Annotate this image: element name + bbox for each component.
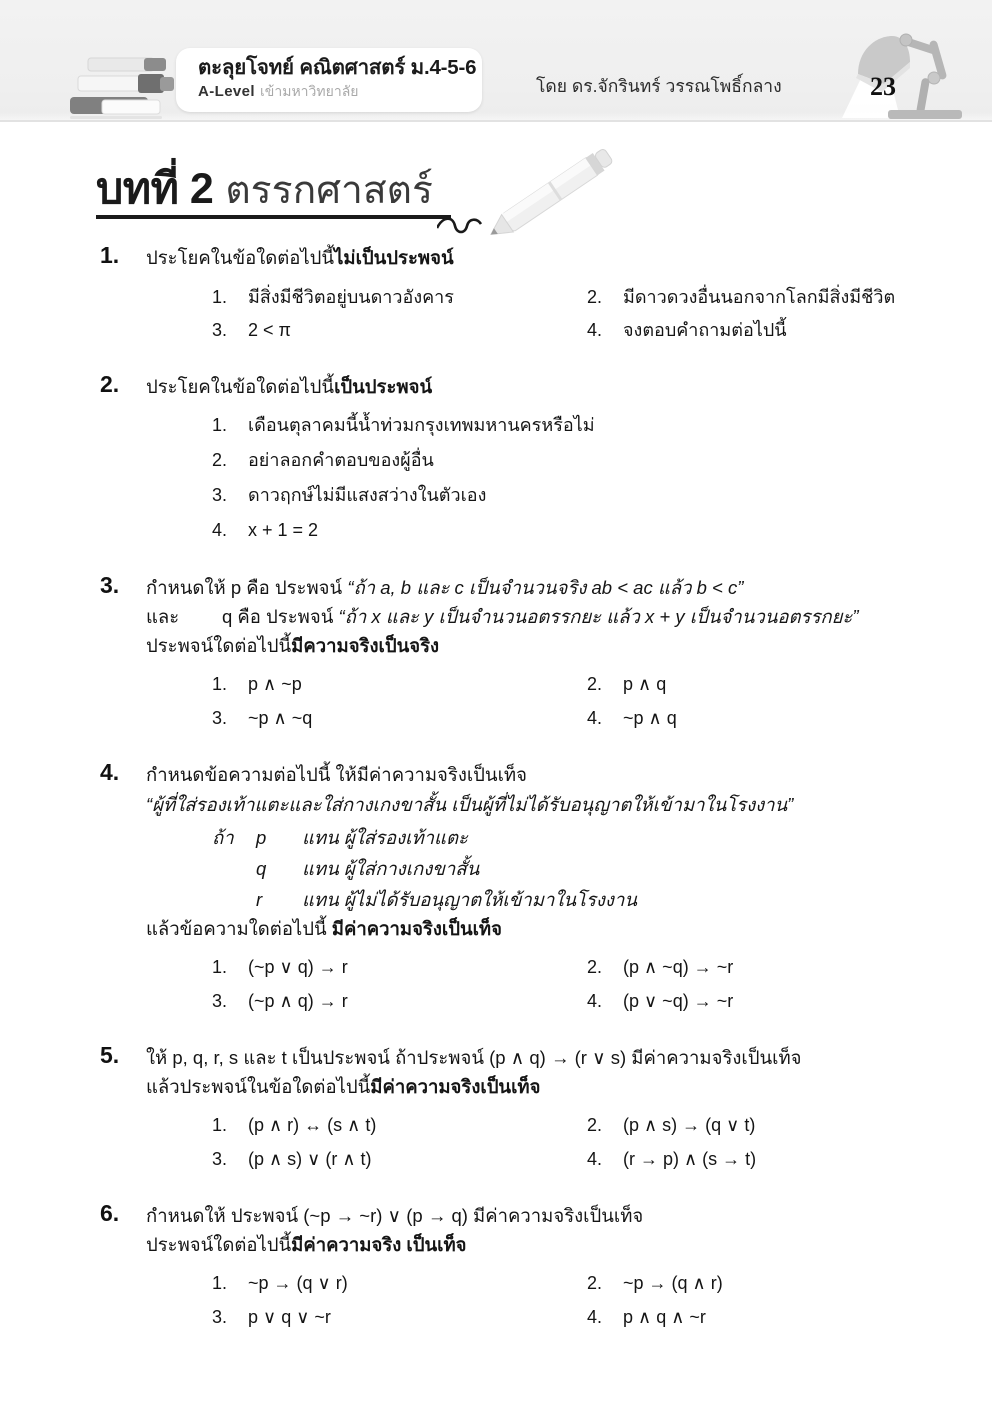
question-number: 6. [100,1200,120,1226]
option-row [212,1109,992,1142]
stem-plain: ประพจน์ใดต่อไปนี้ [146,1233,292,1255]
header-divider [0,120,992,122]
question-6 [0,1202,992,1334]
option-row [212,702,992,735]
book-title: ตะลุยโจทย์ คณิตศาสตร์ ม.4-5-6 [198,56,477,79]
question-2 [0,373,992,548]
option-3[interactable] [212,478,992,513]
stem-emphasis: มีค่าความจริงเป็นเท็จ [331,917,502,939]
chapter-underline [96,215,451,219]
option-text: (p ∨ ~q) → ~r [623,990,734,1011]
option-2[interactable] [587,668,666,701]
definition-prefix: ถ้า [212,826,234,848]
question-number: 4. [100,758,120,785]
option-text: ~p ∧ ~q [248,707,313,728]
option-row [212,668,992,701]
definition-row-r [212,884,992,915]
stem-plain: ประโยคในข้อใดต่อไปนี้ [146,376,335,398]
question-number: 5. [100,1042,120,1069]
question-1 [0,244,992,347]
stem-plain: q คือ ประพจน์ [222,605,339,627]
stem-plain: แล้วข้อความใดต่อไปนี้ [146,917,332,939]
option-row [212,1301,992,1334]
option-1[interactable] [212,281,587,314]
option-index: 4. [212,520,228,541]
option-index: 2. [587,674,603,695]
stem-plain: กำหนดให้ p คือ ประพจน์ [146,577,348,599]
definition-meaning: ผู้ไม่ได้รับอนุญาตให้เข้ามาในโรงงาน [343,888,637,910]
definition-verb: แทน [302,857,339,879]
stem-emphasis: เป็นประพจน์ [334,376,433,398]
book-subtitle [198,82,482,101]
stem-connector: และ [146,605,180,627]
question-stem [146,244,992,273]
options-grid [146,668,992,735]
option-3[interactable] [212,985,587,1018]
option-index: 2. [587,1273,603,1294]
option-index: 4. [587,707,603,728]
option-1[interactable] [212,951,587,984]
option-text: ดาวฤกษ์ไม่มีแสงสว่างในตัวเอง [248,485,487,506]
option-2[interactable] [587,1109,755,1142]
option-index: 3. [212,1306,228,1327]
option-index: 1. [212,674,228,695]
chapter-title [96,154,433,222]
option-index: 4. [587,319,603,340]
definition-meaning: ผู้ใส่รองเท้าแตะ [343,826,468,848]
option-index: 2. [212,450,228,471]
author-credit: โดย ดร.จักรินทร์ วรรณโพธิ์กลาง [536,76,782,96]
option-index: 1. [212,414,228,435]
option-4[interactable] [587,1301,706,1334]
option-text: ~p → (q ∨ r) [248,1273,348,1294]
option-3[interactable] [212,702,587,735]
option-4[interactable] [587,314,787,347]
option-index: 2. [587,1115,603,1136]
question-stem-line-3 [146,632,992,661]
definition-verb: แทน [302,888,339,910]
book-subtitle-level: A-Level [198,82,255,100]
option-text: จงตอบคำถามต่อไปนี้ [623,319,787,340]
option-3[interactable] [212,314,587,347]
question-number: 1. [100,242,120,268]
option-3[interactable] [212,1143,587,1176]
option-index: 4. [587,1306,603,1327]
option-index: 1. [212,957,228,978]
definition-meaning: ผู้ใส่กางเกงขาสั้น [343,857,480,879]
options-grid [146,951,992,1018]
option-4[interactable] [587,1143,756,1176]
option-index: 3. [212,1148,228,1169]
option-text: (p ∧ s) ∨ (r ∧ t) [248,1148,372,1169]
option-index: 1. [212,1115,228,1136]
questions-list [0,244,992,1334]
question-quoted-statement: “ผู้ที่ใส่รองเท้าแตะและใส่กางเกงขาสั้น เป็นผู้ที่ไม่ได้รับอนุญาตให้เข้ามาในโรงงาน” [146,793,794,815]
option-row [212,314,992,347]
question-number: 3. [100,572,120,599]
option-2[interactable] [587,951,733,984]
option-index: 3. [212,485,228,506]
option-text: อย่าลอกคำตอบของผู้อื่น [248,450,434,471]
option-text: เดือนตุลาคมนี้น้ำท่วมกรุงเทพมหานครหรือไม่ [248,414,595,435]
definitions-list [146,822,992,915]
definition-symbol: p [256,826,267,848]
options-list [146,408,992,548]
option-3[interactable] [212,1301,587,1334]
option-1[interactable] [212,1267,587,1300]
option-1[interactable] [212,1109,587,1142]
stem-emphasis: ไม่เป็นประพจน์ [334,247,454,268]
question-stem-line-3 [146,915,992,944]
option-text: ~p ∧ q [623,707,677,728]
stem-plain: ประพจน์ใดต่อไปนี้ [146,634,292,656]
book-subtitle-note: เข้ามหาวิทยาลัย [260,82,359,99]
option-text: p ∧ q ∧ ~r [623,1306,706,1327]
question-stem-line-1 [146,574,992,603]
stem-emphasis: มีค่าความจริงเป็นเท็จ [370,1075,541,1097]
options-grid [146,1109,992,1176]
book-title-pill [176,48,482,112]
option-text: (p ∧ s) → (q ∨ t) [623,1115,756,1136]
option-2[interactable] [587,281,895,314]
option-row [212,951,992,984]
question-stem-line-1: กำหนดให้ ประพจน์ (~p → ~r) ∨ (p → q) มีค่าความจริงเป็นเท็จ [146,1205,644,1226]
chapter-heading [0,144,992,244]
question-stem-line-2 [146,1231,992,1260]
definition-symbol: q [256,857,267,879]
option-text: (p ∧ r) ↔ (s ∧ t) [248,1115,377,1136]
option-index: 2. [587,286,603,307]
option-text: (r → p) ∧ (s → t) [623,1148,757,1169]
question-stem-line-1: ให้ p, q, r, s และ t เป็นประพจน์ ถ้าประพจน์ (p ∧ q) → (r ∨ s) มีค่าความจริงเป็นเท็จ [146,1047,802,1069]
option-4[interactable] [587,702,677,735]
stem-emphasis: มีค่าความจริง เป็นเท็จ [291,1233,467,1255]
option-2[interactable] [587,1267,723,1300]
option-4[interactable] [587,985,733,1018]
definition-row-q [212,853,992,884]
option-text: (~p ∨ q) → r [248,957,348,978]
page-number: 23 [870,72,896,101]
question-number: 2. [100,371,120,398]
option-text: p ∨ q ∨ ~r [248,1306,331,1327]
option-text: มีสิ่งมีชีวิตอยู่บนดาวอังคาร [248,286,454,307]
option-index: 1. [212,286,228,307]
question-stem-line-2 [146,1073,992,1102]
option-row [212,1267,992,1300]
option-4[interactable] [212,513,992,548]
question-stem-line-2 [146,603,992,632]
question-stem-line-1: กำหนดข้อความต่อไปนี้ ให้มีค่าความจริงเป็นเท็จ [146,763,527,785]
option-text: p ∧ q [623,674,667,695]
option-text: ~p → (q ∧ r) [623,1273,723,1294]
stem-quote: “ถ้า x และ y เป็นจำนวนอตรรกยะ แล้ว x + y เป็นจำนวนอตรรกยะ” [338,605,859,627]
option-index: 3. [212,990,228,1011]
option-2[interactable] [212,443,992,478]
question-3 [0,574,992,735]
chapter-label: บทที่ 2 [96,165,214,213]
option-index: 1. [212,1273,228,1294]
option-text: 2 < π [248,319,291,340]
question-5 [0,1044,992,1176]
option-text: (~p ∧ q) → r [248,990,348,1011]
question-4 [0,758,992,1018]
options-grid [146,281,992,348]
chapter-name: ตรรกศาสตร์ [225,169,433,212]
stem-emphasis: มีความจริงเป็นจริง [291,634,440,656]
definition-symbol: r [256,888,263,910]
pencil-icon [437,146,637,246]
stem-quote: “ถ้า a, b และ c เป็นจำนวนจริง ab < ac แล้ว b < c” [347,577,744,599]
option-text: (p ∧ ~q) → ~r [623,957,734,978]
option-row [212,1143,992,1176]
options-grid [146,1267,992,1334]
stem-plain: แล้วประพจน์ในข้อใดต่อไปนี้ [146,1075,371,1097]
option-index: 3. [212,319,228,340]
definition-row-p [212,822,992,853]
page-header [0,0,992,122]
desk-lamp-icon [830,22,982,122]
option-text: x + 1 = 2 [248,520,319,541]
option-index: 4. [587,1148,603,1169]
option-1[interactable] [212,408,992,443]
option-1[interactable] [212,668,587,701]
option-index: 3. [212,707,228,728]
option-text: p ∧ ~p [248,674,302,695]
option-index: 2. [587,957,603,978]
option-row [212,985,992,1018]
books-stack-icon [66,50,188,122]
option-row [212,281,992,314]
question-stem [146,373,992,402]
definition-verb: แทน [302,826,339,848]
option-index: 4. [587,990,603,1011]
stem-plain: ประโยคในข้อใดต่อไปนี้ [146,247,335,268]
option-text: มีดาวดวงอื่นนอกจากโลกมีสิ่งมีชีวิต [623,286,896,307]
